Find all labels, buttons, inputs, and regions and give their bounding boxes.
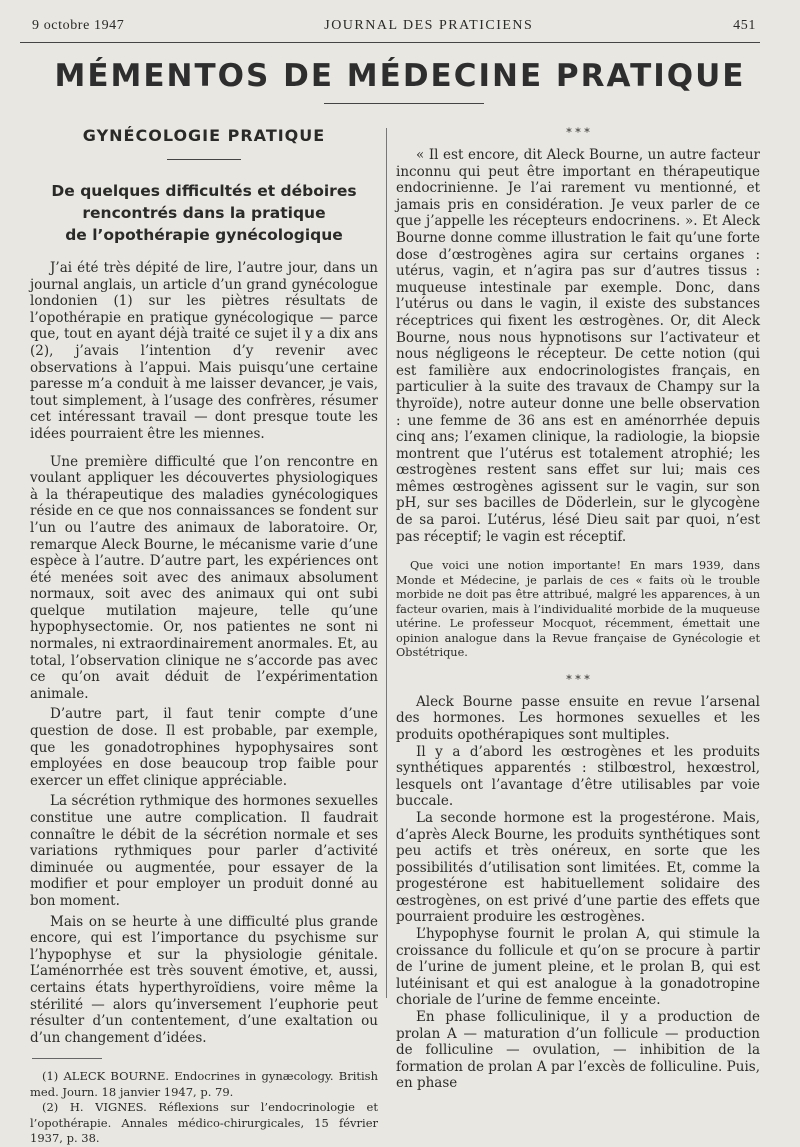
paragraph: Mais on se heurte à une difficulté plus grande encore, qui est l’importance du psychisme sur l’hypophyse et sur la physiologie génitale. L’aménorrhée est très souvent émotive, et, aussi, certains états hyperthyroïdiens, voire même la stérilité — alors qu’inversement l’euphorie peut résulter d’un contentement, d’une exaltation ou d’un changement d’idées. bbox=[30, 913, 378, 1046]
article-title-line: rencontrés dans la pratique bbox=[82, 204, 326, 222]
paragraph: En phase folliculinique, il y a production de prolan A — maturation d’un follicule — production de folliculine — ovulation, — inhibition de la formation de prolan A par l’excès de folliculine. Puis, en phase bbox=[396, 1009, 760, 1092]
header-rule bbox=[20, 42, 760, 43]
footnote: (1) ALECK BOURNE. Endocrines in gynæcology. British med. Journ. 18 janvier 1947, p. 79. bbox=[30, 1069, 378, 1099]
footnote: (2) H. VIGNES. Réflexions sur l’endocrinologie et l’opothérapie. Annales médico-chirurgicales, 15 février 1937, p. 38. bbox=[30, 1100, 378, 1146]
right-column bbox=[396, 122, 760, 1092]
asterism: * * * bbox=[566, 126, 590, 139]
page-number: 451 bbox=[733, 18, 756, 33]
asterism: * * * bbox=[566, 672, 590, 686]
paragraph: Une première difficulté que l’on rencontre en voulant appliquer les découvertes physiologiques à la thérapeutique des maladies gynécologiques réside en ce que nos connaissances se fondent sur l’un ou l’autre des animaux de laboratoire. Or, remarque Aleck Bourne, le mécanisme varie d’une espèce à l’autre. D’autre part, les expériences ont été menées soit avec des animaux absolument normaux, soit avec des animaux qui ont subi quelque mutilation majeure, telle qu’une hypophysectomie. Or, nos patientes ne sont ni normales, ni extraordinairement anormales. Et, au total, l’observation clinique ne s’accorde pas avec ce qu’on avait déduit de l’expérimentation animale. bbox=[30, 453, 378, 702]
paragraph: La sécrétion rythmique des hormones sexuelles constitue une autre complication. Il faudrait connaître le débit de la sécrétion normale et ses variations rythmiques pour parler d’activité diminuée ou augmentée, pour essayer de la modifier et pour employer un produit donné au bon moment. bbox=[30, 793, 378, 909]
column-divider bbox=[386, 128, 387, 998]
paragraph: D’autre part, il faut tenir compte d’une question de dose. Il est probable, par exemple, que les gonadotrophines hypophysaires sont employées en dose beaucoup trop faible pour exercer un effet clinique appréciable. bbox=[30, 706, 378, 789]
paragraph: La seconde hormone est la progestérone. Mais, d’après Aleck Bourne, les produits synthétiques sont peu actifs et très onéreux, en sorte que les possibilités d’utilisation sont limitées. Et, comme la progestérone est habituellement solidaire des œstrogènes, on est privé d’une partie des effets que pourraient produire les œstrogènes. bbox=[396, 809, 760, 926]
article-title-line: De quelques difficultés et déboires bbox=[51, 182, 357, 200]
editor-note: Que voici une notion importante! En mars 1939, dans Monde et Médecine, je parlais de ces « faits où le trouble morbide ne doit pas être attribué, malgré les apparences, à un facteur ovarien, mais à l’individualité morbide de la muqueuse utérine. Le professeur Mocquot, récemment, émettait une opinion analogue dans la Revue française de Gynécologie et Obstétrique. bbox=[396, 559, 760, 660]
footnote-rule bbox=[32, 1058, 102, 1059]
paragraph: Il y a d’abord les œstrogènes et les produits synthétiques apparentés : stilbœstrol, hexœstrol, lesquels ont l’avantage d’être utilisables par voie buccale. bbox=[396, 743, 760, 810]
section-title: GYNÉCOLOGIE PRATIQUE bbox=[82, 126, 326, 145]
paragraph: « Il est encore, dit Aleck Bourne, un autre facteur inconnu qui peut être important en thérapeutique endocrinienne. Je l’ai rarement vu mentionné, et jamais pris en considération. Je veux parler de ce que j’appelle les récepteurs endocrinens. ». Et Aleck Bourne donne comme illustration le fait qu’une forte dose d’œstrogènes agira sur certains organes : utérus, vagin, et n’agira pas sur d’autres tissus : muqueuse intestinale par exemple. Donc, dans l’utérus ou dans le vagin, il existe des substances réceptrices qui fixent les œstrogènes. Or, dit Aleck Bourne, nous nous hypnotisons sur l’activateur et nous négligeons le récepteur. De cette notion (qui est familière aux endocrinologistes français, en particulier à la suite des travaux de Champy sur la thyroïde), notre auteur donne une belle observation : une femme de 36 ans est en aménorrhée depuis cinq ans; l’examen clinique, la radiologie, la biopsie montrent que l’utérus est totalement atrophié; les œstrogènes restent sans effet sur lui; mais ces mêmes œstrogènes agissent sur le vagin, sur son pH, sur ses bacilles de Döderlein, sur le glycogène de sa paroi. L’utérus, lésé Dieu sait par quoi, n’est pas réceptif; le vagin est réceptif. bbox=[396, 147, 760, 545]
title-rule bbox=[324, 103, 484, 104]
right-body-1 bbox=[396, 147, 760, 545]
right-body-2 bbox=[396, 694, 760, 1092]
article-title-line: de l’opothérapie gynécologique bbox=[65, 226, 343, 244]
running-head bbox=[32, 18, 756, 34]
left-column bbox=[30, 122, 378, 1147]
left-body bbox=[30, 260, 378, 1046]
issue-date: 9 octobre 1947 bbox=[32, 18, 125, 33]
main-title: MÉMENTOS DE MÉDECINE PRATIQUE bbox=[54, 58, 746, 94]
paragraph: L’hypophyse fournit le prolan A, qui stimule la croissance du follicule et qu’on se procure à partir de l’urine de jument pleine, et le prolan B, qui est lutéinisant et qui est analogue à la gonadotropine choriale de l’urine de femme enceinte. bbox=[396, 926, 760, 1009]
article-title bbox=[30, 180, 378, 246]
paragraph: J’ai été très dépité de lire, l’autre jour, dans un journal anglais, un article d’un grand gynécologue londonien (1) sur les piètres résultats de l’opothérapie en pratique gynécologique — parce que, tout en ayant déjà traité ce sujet il y a dix ans (2), j’avais l’intention d’y revenir avec observations à l’appui. Mais puisqu’une certaine paresse m’a conduit à me laisser devancer, je vais, tout simplement, à l’usage des confrères, résumer cet intéressant travail — dont presque toute les idées pourraient être les miennes. bbox=[30, 260, 378, 442]
footnotes bbox=[30, 1069, 378, 1147]
paragraph: Aleck Bourne passe ensuite en revue l’arsenal des hormones. Les hormones sexuelles et les produits opothérapiques sont multiples. bbox=[396, 693, 760, 743]
section-rule bbox=[167, 159, 241, 160]
journal-name: JOURNAL DES PRATICIENS bbox=[324, 18, 534, 33]
